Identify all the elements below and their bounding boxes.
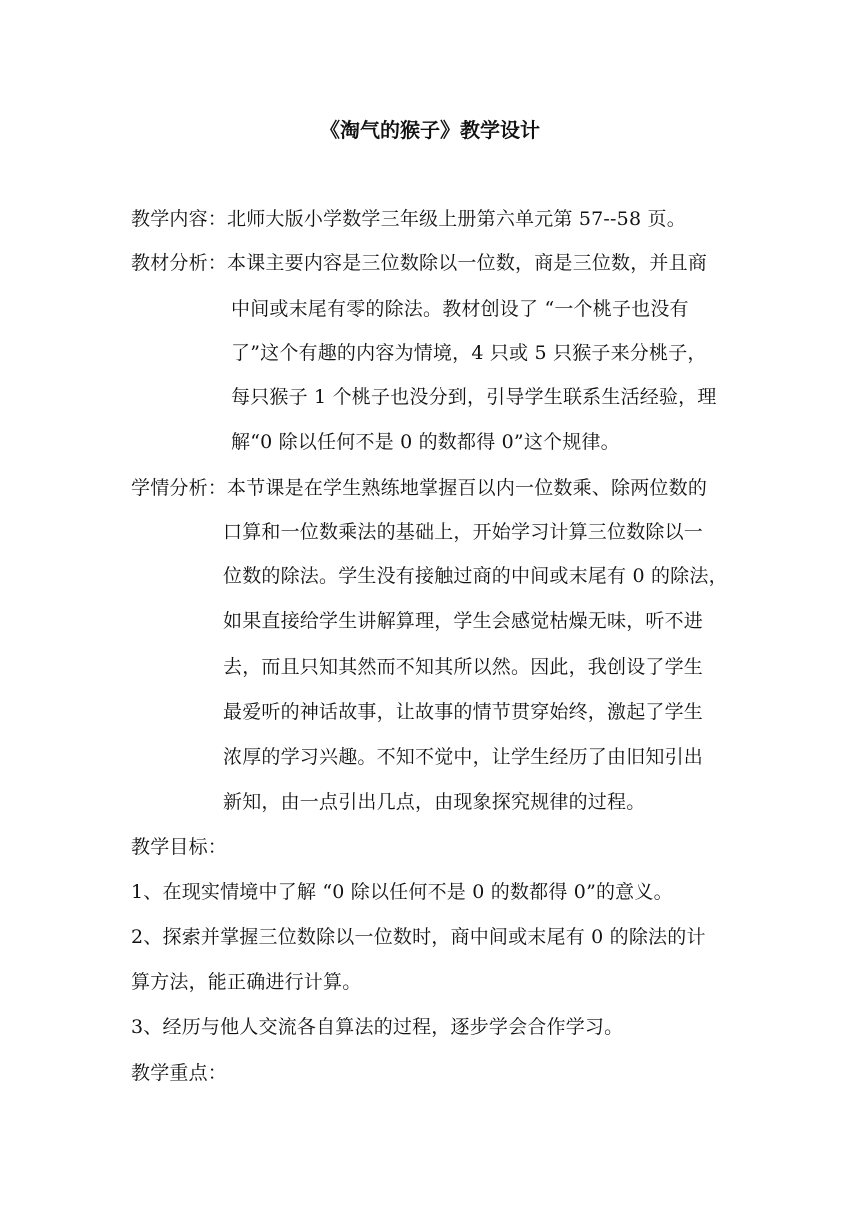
- material-analysis-line: 解“0 除以任何不是 0 的数都得 0”这个规律。: [231, 431, 620, 453]
- student-analysis-line: 位数的除法。学生没有接触过商的中间或末尾有 0 的除法，: [223, 565, 728, 587]
- material-analysis-line: 每只猴子 1 个桃子也没分到，引导学生联系生活经验，理: [231, 386, 717, 408]
- material-analysis-line: 本课主要内容是三位数除以一位数，商是三位数，并且商: [227, 252, 708, 274]
- student-analysis-first-line: [131, 476, 707, 500]
- student-analysis-line: 本节课是在学生熟练地掌握百以内一位数乘、除两位数的: [227, 477, 708, 499]
- objective-item: 1、在现实情境中了解 “0 除以任何不是 0 的数都得 0”的意义。: [131, 881, 673, 903]
- material-analysis-line: 中间或末尾有零的除法。教材创设了 “一个桃子也没有: [231, 298, 689, 320]
- material-analysis-first-line: [131, 251, 707, 275]
- student-analysis-line: 新知，由一点引出几点，由现象探究规律的过程。: [223, 791, 646, 813]
- objective-item: 算方法，能正确进行计算。: [131, 971, 362, 993]
- student-analysis-line: 最爱听的神话故事，让故事的情节贯穿始终，激起了学生: [223, 701, 704, 723]
- content-text: 北师大版小学数学三年级上册第六单元第 57--58 页。: [227, 208, 686, 230]
- content-label: 教学内容：: [131, 208, 228, 230]
- document-title: 《淘气的猴子》教学设计: [320, 118, 540, 142]
- student-analysis-line: 如果直接给学生讲解算理，学生会感觉枯燥无味，听不进: [223, 610, 704, 632]
- objectives-label: 教学目标：: [131, 836, 228, 858]
- material-analysis-label: 教材分析：: [131, 252, 228, 274]
- content-line: [131, 207, 686, 231]
- objective-item: 2、探索并掌握三位数除以一位数时，商中间或末尾有 0 的除法的计: [131, 926, 706, 948]
- material-analysis-line: 了”这个有趣的内容为情境，4 只或 5 只猴子来分桃子，: [231, 342, 707, 364]
- student-analysis-line: 浓厚的学习兴趣。不知不觉中，让学生经历了由旧知引出: [223, 746, 704, 768]
- student-analysis-line: 口算和一位数乘法的基础上，开始学习计算三位数除以一: [223, 521, 704, 543]
- objective-item: 3、经历与他人交流各自算法的过程，逐步学会合作学习。: [131, 1016, 624, 1038]
- student-analysis-label: 学情分析：: [131, 477, 228, 499]
- student-analysis-line: 去，而且只知其然而不知其所以然。因此，我创设了学生: [223, 656, 704, 678]
- key-points-label: 教学重点：: [131, 1062, 228, 1084]
